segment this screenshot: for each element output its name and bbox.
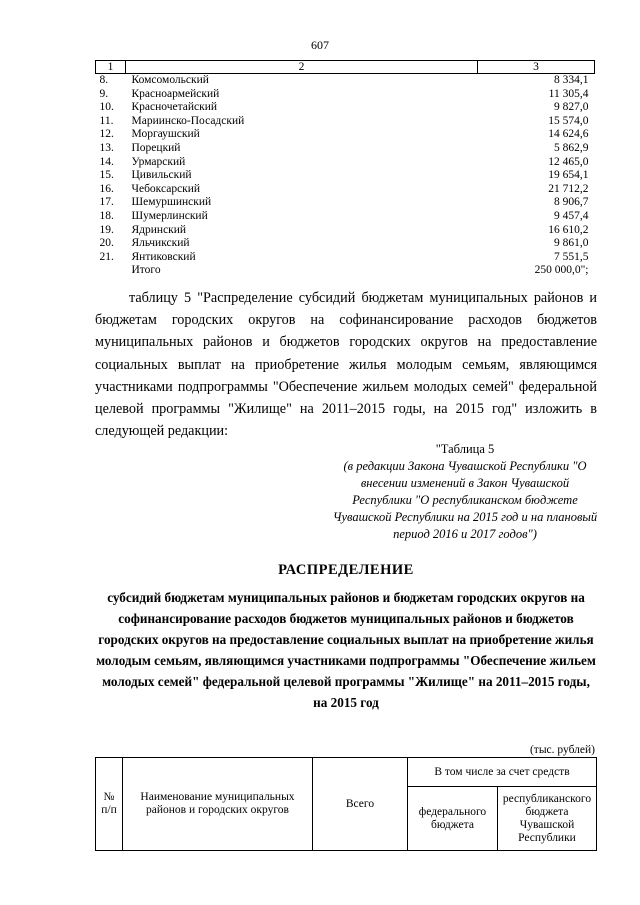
table-row xyxy=(96,142,595,156)
table-row xyxy=(96,210,595,224)
row-name: Мариинско-Посадский xyxy=(131,114,245,127)
table-row xyxy=(96,237,595,251)
row-name: Красночетайский xyxy=(131,101,218,114)
row-value: 12 465,0 xyxy=(548,155,589,168)
row-name: Яльчикский xyxy=(131,237,190,250)
row-name: Цивильский xyxy=(131,169,192,182)
row-number: 10. xyxy=(99,101,114,114)
header-col-1: 1 xyxy=(96,61,126,74)
col-total-header: Всего xyxy=(313,758,408,851)
row-value: 9 861,0 xyxy=(554,237,589,250)
row-number: 11. xyxy=(99,114,114,127)
row-value: 5 862,9 xyxy=(554,141,589,154)
table-row xyxy=(96,156,595,170)
row-number: 17. xyxy=(99,196,114,209)
distribution-table-header xyxy=(95,757,597,851)
row-name: Ядринский xyxy=(131,223,187,236)
col-republic-header: республиканского бюджета Чувашской Республики xyxy=(498,787,597,851)
table-note-text: (в редакции Закона Чувашской Республики "О внесении изменений в Закон Чувашской Республики "О республиканском бюджете Чувашской Республики на 2015 год и на плановый период 2016 и 2017 годов") xyxy=(332,459,598,541)
row-value: 14 624,6 xyxy=(548,128,589,141)
row-value: 250 000,0"; xyxy=(534,264,589,277)
page-number: 607 xyxy=(311,38,329,52)
row-name: Моргаушский xyxy=(131,128,200,141)
col-federal-header: федерального бюджета xyxy=(408,787,498,851)
row-name: Чебоксарский xyxy=(131,182,201,195)
units-label: (тыс. рублей) xyxy=(529,744,595,756)
table-header-row xyxy=(96,61,595,74)
row-number: 19. xyxy=(99,223,114,236)
row-number: 18. xyxy=(99,209,114,222)
row-value: 8 334,1 xyxy=(554,74,589,86)
header-col-2: 2 xyxy=(126,61,478,74)
table-row xyxy=(96,264,595,278)
row-name: Комсомольский xyxy=(131,74,209,86)
table-row xyxy=(96,128,595,142)
row-value: 19 654,1 xyxy=(548,169,589,182)
section-heading xyxy=(95,562,597,713)
row-number: 13. xyxy=(99,141,114,154)
row-name: Итого xyxy=(131,264,161,277)
row-value: 16 610,2 xyxy=(548,223,589,236)
row-number: 8. xyxy=(99,74,109,86)
heading-subtitle: субсидий бюджетам муниципальных районов и бюджетам городских округов на софинансирование расходов бюджетов муниципальных районов и бюджетов городских округов на предоставление социальных выплат на приобретение жилья молодым семьям, являющимся участниками подпрограммы "Обеспечение жильем молодых семей" федеральной целевой программы "Жилище" на 2011–2015 годы, на 2015 год xyxy=(96,590,596,710)
table-row xyxy=(96,115,595,129)
row-number: 15. xyxy=(99,169,114,182)
row-number: 12. xyxy=(99,128,114,141)
row-value: 11 305,4 xyxy=(548,87,589,100)
municipal-subsidy-table xyxy=(95,60,595,278)
row-number: 9. xyxy=(99,87,109,100)
row-name: Шумерлинский xyxy=(131,209,208,222)
col-group-header: В том числе за счет средств xyxy=(408,758,597,787)
row-number: 14. xyxy=(99,155,114,168)
row-name: Порецкий xyxy=(131,141,181,154)
table-row xyxy=(96,169,595,183)
col-name-header: Наименование муниципальных районов и городских округов xyxy=(123,758,313,851)
table-row xyxy=(96,196,595,210)
row-name: Шемуршинский xyxy=(131,196,212,209)
row-value: 15 574,0 xyxy=(548,114,589,127)
table-note-label: "Таблица 5 xyxy=(435,442,495,456)
row-value: 9 827,0 xyxy=(554,101,589,114)
table-row xyxy=(96,74,595,88)
header-col-3: 3 xyxy=(478,61,595,74)
row-name: Янтиковский xyxy=(131,250,196,263)
row-name: Урмарский xyxy=(131,155,186,168)
row-number xyxy=(96,264,126,278)
col-number-header: № п/п xyxy=(96,758,123,851)
table-row xyxy=(96,183,595,197)
heading-title: РАСПРЕДЕЛЕНИЕ xyxy=(278,562,414,578)
row-number: 21. xyxy=(99,250,114,263)
row-value: 8 906,7 xyxy=(554,196,589,209)
row-number: 16. xyxy=(99,182,114,195)
table-row xyxy=(96,88,595,102)
amendment-text: таблицу 5 "Распределение субсидий бюджетам муниципальных районов и бюджетам городских округов на софинансирование расходов бюджетов муниципальных районов и бюджетов городских округов на предоставление социальных выплат на приобретение жилья молодым семьям, являющимся участниками подпрограммы "Обеспечение жильем молодых семей" федеральной целевой программы "Жилище" на 2011–2015 годы, на 2015 год" изложить в следующей редакции: xyxy=(95,290,597,440)
table-row xyxy=(96,251,595,265)
row-value: 9 457,4 xyxy=(554,209,589,222)
row-value: 7 551,5 xyxy=(554,250,589,263)
table-note xyxy=(330,441,600,543)
table-row xyxy=(96,101,595,115)
amendment-paragraph xyxy=(95,287,597,442)
row-value: 21 712,2 xyxy=(548,182,589,195)
table-row xyxy=(96,224,595,238)
row-number: 20. xyxy=(99,237,114,250)
row-name: Красноармейский xyxy=(131,87,220,100)
